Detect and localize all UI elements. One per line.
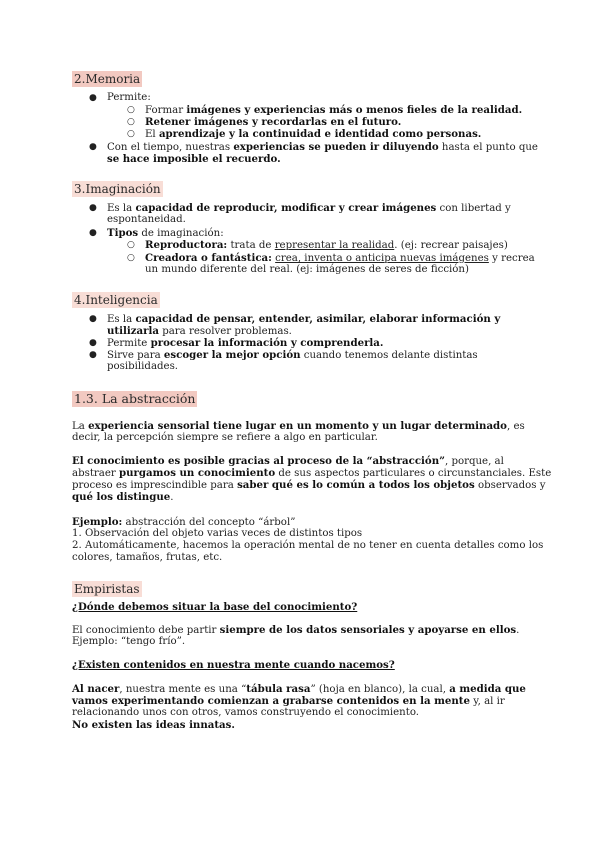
bullet-icon: ●	[89, 203, 97, 213]
circle-bullet-icon: ○	[127, 240, 135, 250]
heading-number: 2.	[74, 72, 86, 86]
text-line: El conocimiento es posible gracias al proceso de la “abstracción”, porque, al	[72, 455, 504, 467]
text-line: 1. Observación del objeto varias veces de distintos tipos	[72, 528, 363, 539]
text-line: colores, tamaños, frutas, etc.	[72, 552, 223, 563]
text-line: Creadora o fantástica: crea, inventa o anticipa nuevas imágenes y recrea	[145, 252, 535, 264]
bullet-icon: ●	[89, 350, 97, 360]
text-line: posibilidades.	[107, 361, 179, 372]
text-line: Permite:	[107, 92, 151, 103]
section-heading-empiristas: Empiristas	[74, 582, 140, 596]
section-heading-memoria	[72, 71, 142, 87]
text-line: abstraer purgamos un conocimiento de sus aspectos particulares o circunstanciales. Este	[72, 467, 552, 479]
text-line: proceso es imprescindible para saber qué es lo común a todos los objetos observados y	[72, 479, 546, 491]
circle-bullet-icon: ○	[127, 105, 135, 115]
text-line: No existen las ideas innatas.	[72, 719, 235, 731]
text-line: utilizarla para resolver problemas.	[107, 325, 292, 337]
text-line: Retener imágenes y recordarlas en el futuro.	[145, 116, 402, 128]
bullet-icon: ●	[89, 338, 97, 348]
question-heading: ¿Existen contenidos en nuestra mente cuando nacemos?	[72, 659, 395, 671]
circle-bullet-icon: ○	[127, 129, 135, 139]
text-line: Sirve para escoger la mejor opción cuando tenemos delante distintas	[107, 349, 478, 361]
text-line: El aprendizaje y la continuidad e identidad como personas.	[145, 128, 482, 140]
text-line: Permite procesar la información y comprenderla.	[107, 337, 384, 349]
text-line: un mundo diferente del real. (ej: imágenes de seres de ficción)	[145, 264, 469, 275]
section-heading-inteligencia: 4.Inteligencia	[74, 293, 158, 307]
text-line: Con el tiempo, nuestras experiencias se pueden ir diluyendo hasta el punto que	[107, 141, 538, 153]
text-line: Tipos de imaginación:	[107, 227, 224, 239]
text-line: espontaneidad.	[107, 214, 186, 225]
question-heading: ¿Dónde debemos situar la base del conocimiento?	[72, 601, 358, 613]
circle-bullet-icon: ○	[127, 117, 135, 127]
bullet-icon: ●	[89, 228, 97, 238]
bullet-icon: ●	[89, 142, 97, 152]
heading-title: Memoria	[85, 72, 141, 86]
text-line: La experiencia sensorial tiene lugar en un momento y un lugar determinado, es	[72, 420, 525, 432]
section-heading-abstraccion: 1.3. La abstracción	[74, 391, 196, 406]
text-line: El conocimiento debe partir siempre de los datos sensoriales y apoyarse en ellos.	[72, 624, 520, 636]
text-line: vamos experimentando comienzan a grabarse contenidos en la mente y, al ir	[72, 695, 505, 707]
bullet-icon: ●	[89, 93, 97, 103]
text-line: qué los distingue.	[72, 491, 174, 503]
text-line: Ejemplo: “tengo frío”.	[72, 636, 186, 647]
text-line: relacionando unos con otros, vamos construyendo el conocimiento.	[72, 707, 420, 718]
text-line: Es la capacidad de pensar, entender, asimilar, elaborar información y	[107, 313, 501, 325]
text-line: Al nacer, nuestra mente es una “tábula rasa” (hoja en blanco), la cual, a medida que	[72, 683, 526, 695]
text-line: Es la capacidad de reproducir, modificar y crear imágenes con libertad y	[107, 202, 511, 214]
text-line: Reproductora: trata de representar la realidad. (ej: recrear paisajes)	[145, 239, 508, 251]
section-heading-imaginacion: 3.Imaginación	[74, 182, 161, 196]
text-line: se hace imposible el recuerdo.	[107, 153, 281, 165]
circle-bullet-icon: ○	[127, 253, 135, 263]
text-line: 2. Automáticamente, hacemos la operación mental de no tener en cuenta detalles como los	[72, 540, 544, 551]
text-line: decir, la percepción siempre se refiere a algo en particular.	[72, 432, 378, 443]
text-line: Formar imágenes y experiencias más o menos fieles de la realidad.	[145, 104, 523, 116]
bullet-icon: ●	[89, 314, 97, 324]
text-line: Ejemplo: abstracción del concepto “árbol”	[72, 516, 296, 528]
